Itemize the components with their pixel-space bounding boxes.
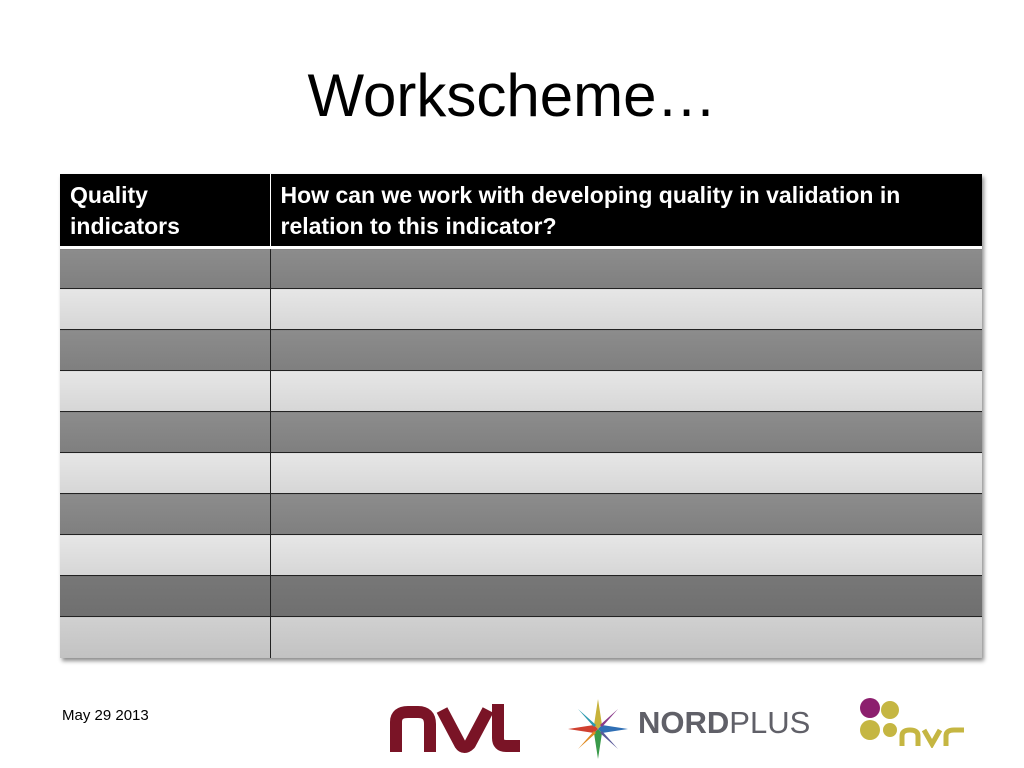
nordplus-wordmark	[638, 705, 810, 741]
table-cell[interactable]	[60, 617, 270, 658]
table-cell[interactable]	[270, 453, 982, 494]
nordplus-star-icon	[566, 697, 630, 761]
table-cell[interactable]	[270, 289, 982, 330]
table-row	[60, 576, 982, 617]
table-cell[interactable]	[270, 371, 982, 412]
table-row	[60, 330, 982, 371]
table-row	[60, 371, 982, 412]
table-cell[interactable]	[60, 412, 270, 453]
nordplus-logo	[566, 697, 811, 766]
table-header-row	[60, 174, 982, 248]
table-cell[interactable]	[270, 617, 982, 658]
nvr-logo	[856, 696, 968, 753]
slide-date: May 29 2013	[62, 707, 149, 724]
table-cell[interactable]	[60, 576, 270, 617]
table-cell[interactable]	[60, 453, 270, 494]
table-row	[60, 412, 982, 453]
slide-title: Workscheme…	[307, 62, 717, 129]
nordplus-word-nord: NORD	[638, 705, 730, 740]
table-cell[interactable]	[270, 535, 982, 576]
table-cell[interactable]	[270, 248, 982, 289]
table-cell[interactable]	[60, 330, 270, 371]
table-cell[interactable]	[270, 494, 982, 535]
table-cell[interactable]	[270, 330, 982, 371]
nordplus-word-plus: PLUS	[729, 705, 811, 740]
nvl-logo	[388, 700, 520, 759]
header-how-to-work: How can we work with developing quality in validation in relation to this indicator?	[270, 174, 982, 248]
table-row	[60, 289, 982, 330]
table-cell[interactable]	[60, 289, 270, 330]
table-cell[interactable]	[270, 412, 982, 453]
table-row	[60, 248, 982, 289]
table-cell[interactable]	[60, 535, 270, 576]
table-row	[60, 453, 982, 494]
table-cell[interactable]	[60, 371, 270, 412]
table-cell[interactable]	[60, 494, 270, 535]
table-row	[60, 617, 982, 658]
table-cell[interactable]	[60, 248, 270, 289]
table-row	[60, 535, 982, 576]
table-cell[interactable]	[270, 576, 982, 617]
table-row	[60, 494, 982, 535]
workscheme-table	[60, 174, 982, 658]
header-quality-indicators: Quality indicators	[60, 174, 270, 248]
